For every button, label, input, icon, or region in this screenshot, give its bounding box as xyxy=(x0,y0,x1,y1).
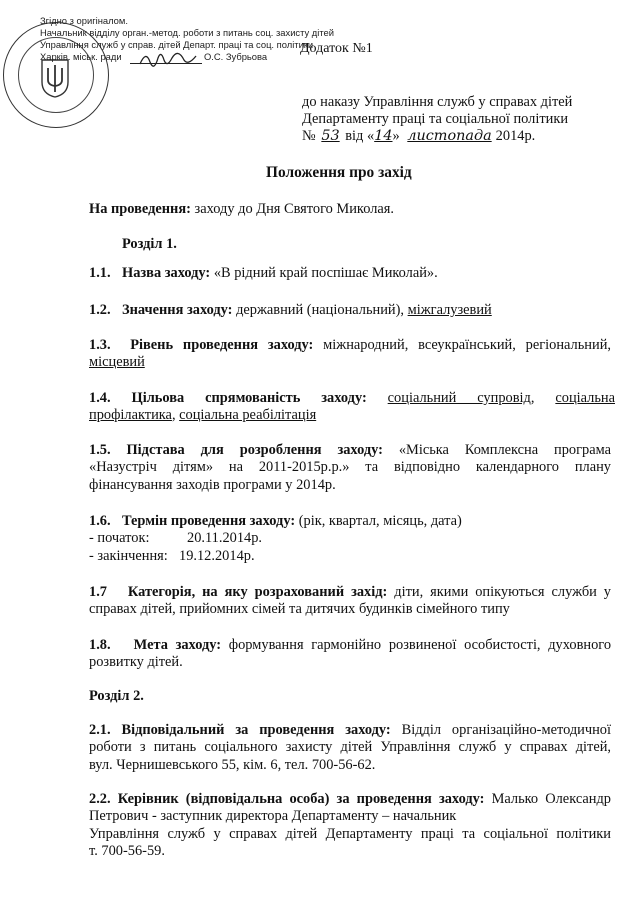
order-from-label: від « xyxy=(345,128,375,144)
item-1-3 xyxy=(89,337,611,372)
certification-line-3: Управління служб у справ. дітей Департ. праці та соц. політики xyxy=(40,39,314,50)
item-1-8-label: Мета заходу: xyxy=(133,637,222,653)
order-line-2: Департаменту праці та соціальної політики xyxy=(302,111,569,127)
order-year: 2014р. xyxy=(495,128,536,144)
item-1-5-line-1 xyxy=(89,442,611,459)
order-month: листопада xyxy=(407,128,492,144)
item-1-4-line-1 xyxy=(89,390,615,407)
trident-emblem-icon xyxy=(38,58,72,98)
item-1-4-sep-1: , xyxy=(530,390,556,406)
document-title: Положення про захід xyxy=(266,164,412,181)
item-1-8-text-1: формування гармонійно розвиненої особистості, духовного xyxy=(221,637,612,653)
item-1-5-line-2: «Назустріч дітям» на 2011-2015р.р.» та відповідно календарного плану xyxy=(89,459,611,476)
end-value: 19.12.2014р. xyxy=(179,547,255,564)
order-line-1: до наказу Управління служб у справах дітей xyxy=(302,94,573,110)
item-1-3-text: міжнародний, всеукраїнський, регіональний, xyxy=(313,337,611,353)
section-1-heading xyxy=(122,236,177,253)
item-1-4-social-a: соціальна xyxy=(555,390,615,406)
item-2-2-label: 2.2. Керівник (відповідальна особа) за проведення заходу: xyxy=(89,791,485,807)
order-no-value: 53 xyxy=(321,128,340,144)
on-conduct-line xyxy=(89,201,609,218)
order-close-quote: » xyxy=(392,128,400,144)
item-1-2-underlined: міжгалузевий xyxy=(407,302,492,318)
item-1-8-line-2: розвитку дітей. xyxy=(89,654,183,671)
item-2-2-line-2: Петрович - заступник директора Департаменту – начальник xyxy=(89,808,457,825)
item-1-3-number: 1.3. xyxy=(89,337,111,353)
item-2-1-label: 2.1. Відповідальний за проведення заходу: xyxy=(89,722,391,738)
order-no-label: № xyxy=(302,128,316,144)
item-1-8-number: 1.8. xyxy=(89,637,111,653)
item-1-2 xyxy=(89,302,619,319)
item-1-6-line-1 xyxy=(89,513,619,530)
item-1-7-line-1 xyxy=(89,584,611,601)
annex-label: Додаток №1 xyxy=(300,41,373,56)
signature-scribble xyxy=(138,48,198,70)
item-1-6-label: Термін проведення заходу: xyxy=(122,513,296,529)
item-2-2-line-4: т. 700-56-59. xyxy=(89,843,165,860)
item-1-8-line-1 xyxy=(89,637,611,654)
section-2-label: Розділ 2. xyxy=(89,688,144,704)
item-1-4-label: 1.4. Цільова спрямованість заходу: xyxy=(89,390,367,406)
item-2-2-line-1 xyxy=(89,791,611,808)
item-1-2-text: державний (національний), xyxy=(232,302,408,318)
on-conduct-text: заходу до Дня Святого Миколая. xyxy=(190,201,394,217)
order-day: 14 xyxy=(374,128,393,144)
item-1-7-line-2: справах дітей, прийомних сімей та дитячих будинків сімейного типу xyxy=(89,601,510,618)
item-1-5-text-1: «Міська Комплексна програма xyxy=(382,442,612,458)
item-2-2-line-3: Управління служб у справах дітей Департаменту праці та соціальної політики xyxy=(89,825,611,842)
start-value: 20.11.2014р. xyxy=(187,530,263,547)
item-1-4-sep-2: , xyxy=(171,407,180,424)
end-label: - закінчення: xyxy=(89,547,168,564)
item-1-7-text-1: діти, якими опікуються служби у xyxy=(387,584,612,600)
item-1-1-label: Назва заходу: xyxy=(122,265,211,281)
item-1-4-prevention: профілактика xyxy=(89,407,172,424)
item-1-7-label: Категорія, на яку розрахований захід: xyxy=(127,584,388,600)
item-1-2-label: Значення заходу: xyxy=(122,302,233,318)
section-2-heading xyxy=(89,688,144,705)
certification-line-4 xyxy=(40,51,122,63)
item-1-1-text: «В рідний край поспішає Миколай». xyxy=(210,265,438,281)
item-2-1 xyxy=(89,722,611,774)
section-1-label: Розділ 1. xyxy=(122,236,177,252)
item-1-2-number: 1.2. xyxy=(89,302,111,318)
item-1-1 xyxy=(89,265,619,282)
certification-council: Харків. міськ. ради xyxy=(40,51,122,62)
item-1-6-start xyxy=(89,530,619,547)
certifier-name: О.С. Зубрьова xyxy=(204,51,268,62)
certification-line-1: Згідно з оригіналом. xyxy=(40,15,128,26)
item-1-6-number: 1.6. xyxy=(89,513,111,529)
on-conduct-label: На проведення: xyxy=(89,201,191,217)
item-1-7-number: 1.7 xyxy=(89,584,107,600)
item-1-4-social-support: соціальний супровід xyxy=(387,390,531,406)
start-label: - початок: xyxy=(89,530,150,547)
item-1-5-line-3: фінансування заходів програми у 2014р. xyxy=(89,476,336,493)
item-2-1-line-3: вул. Чернишевського 55, кім. 6, тел. 700-56-62. xyxy=(89,756,376,773)
item-1-3-line-1 xyxy=(89,337,611,354)
item-2-1-text-1: Відділ організаційно-методичної xyxy=(390,722,612,738)
item-1-3-underlined: місцевий xyxy=(89,354,145,371)
order-number-line xyxy=(302,128,535,145)
item-1-4 xyxy=(89,390,615,425)
item-1-3-label: Рівень проведення заходу: xyxy=(130,337,314,353)
item-2-1-line-2: роботи з питань соціального захисту дітей Управління служб у справах дітей, xyxy=(89,739,611,756)
item-2-2-text-1: Малько Олександр xyxy=(484,791,611,807)
certification-line-2: Начальник відділу орган.-метод. роботи з питань соц. захисту дітей xyxy=(40,27,335,38)
item-1-6-text: (рік, квартал, місяць, дата) xyxy=(295,513,462,529)
item-1-6-end xyxy=(89,548,619,565)
item-1-8 xyxy=(89,637,611,672)
item-2-2 xyxy=(89,791,611,861)
item-1-6 xyxy=(89,513,619,565)
item-1-5-label: 1.5. Підстава для розроблення заходу: xyxy=(89,442,383,458)
item-1-5 xyxy=(89,442,611,494)
item-1-1-number: 1.1. xyxy=(89,265,111,281)
item-1-4-rehabilitation: соціальна реабілітація xyxy=(179,407,317,424)
item-1-7 xyxy=(89,584,611,619)
item-2-1-line-1 xyxy=(89,722,611,739)
